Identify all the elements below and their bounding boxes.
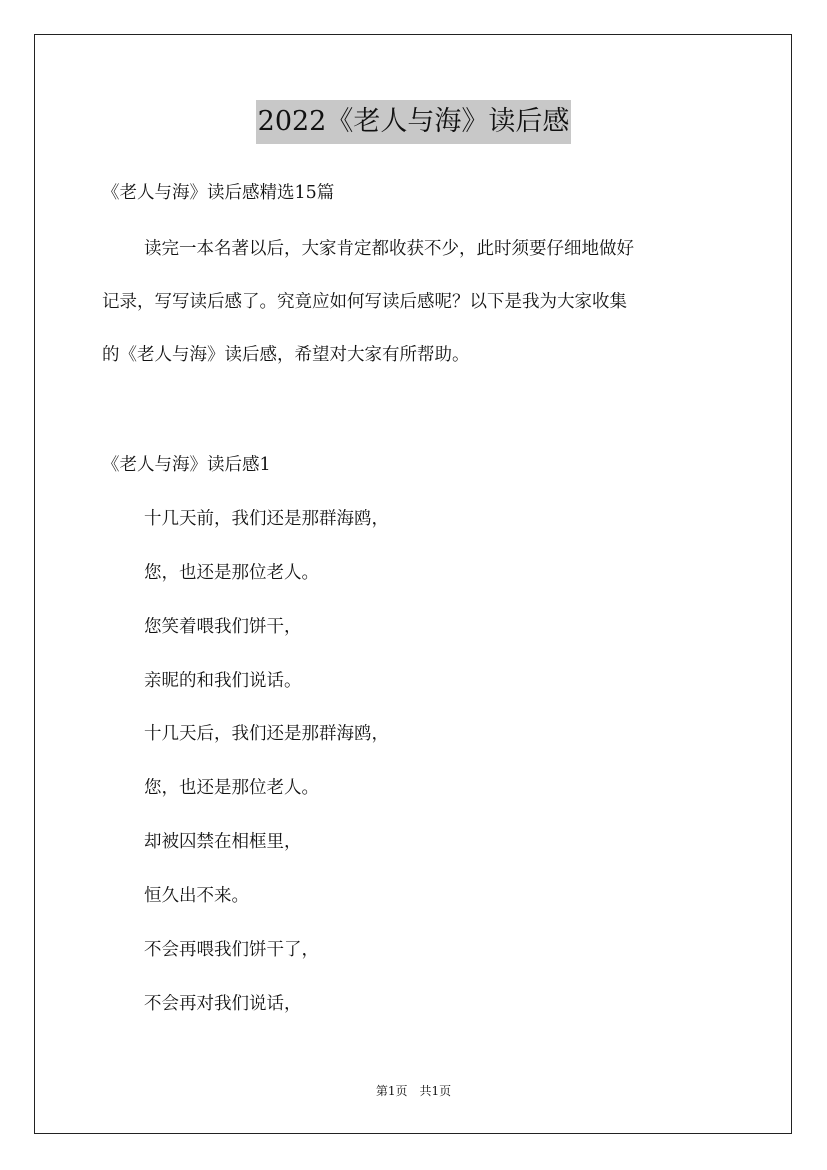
intro-line-3: 的《老人与海》读后感，希望对大家有所帮助。: [102, 345, 470, 365]
poem-line: 您笑着喂我们饼干，: [144, 617, 302, 637]
page-footer: 第1页 共1页: [375, 1084, 452, 1098]
poem-line: 您，也还是那位老人。: [144, 778, 319, 798]
document-title: 2022《老人与海》读后感: [256, 100, 572, 144]
intro-line-1: 读完一本名著以后，大家肯定都收获不少，此时须要仔细地做好: [144, 239, 634, 259]
intro-line-2: 记录，写写读后感了。究竟应如何写读后感呢？以下是我为大家收集: [102, 292, 627, 312]
poem-line: 恒久出不来。: [144, 886, 249, 906]
poem-line: 十几天后，我们还是那群海鸥，: [144, 724, 389, 744]
poem-line: 亲昵的和我们说话。: [144, 671, 302, 691]
poem-line: 不会再喂我们饼干了，: [144, 940, 319, 960]
title-container: [0, 100, 827, 144]
section-heading: 《老人与海》读后感1: [102, 455, 271, 475]
poem-line: 十几天前，我们还是那群海鸥，: [144, 509, 389, 529]
poem-line: 不会再对我们说话，: [144, 994, 302, 1014]
poem-line: 您，也还是那位老人。: [144, 563, 319, 583]
document-subtitle: 《老人与海》读后感精选15篇: [102, 183, 335, 203]
poem-line: 却被囚禁在相框里，: [144, 832, 302, 852]
